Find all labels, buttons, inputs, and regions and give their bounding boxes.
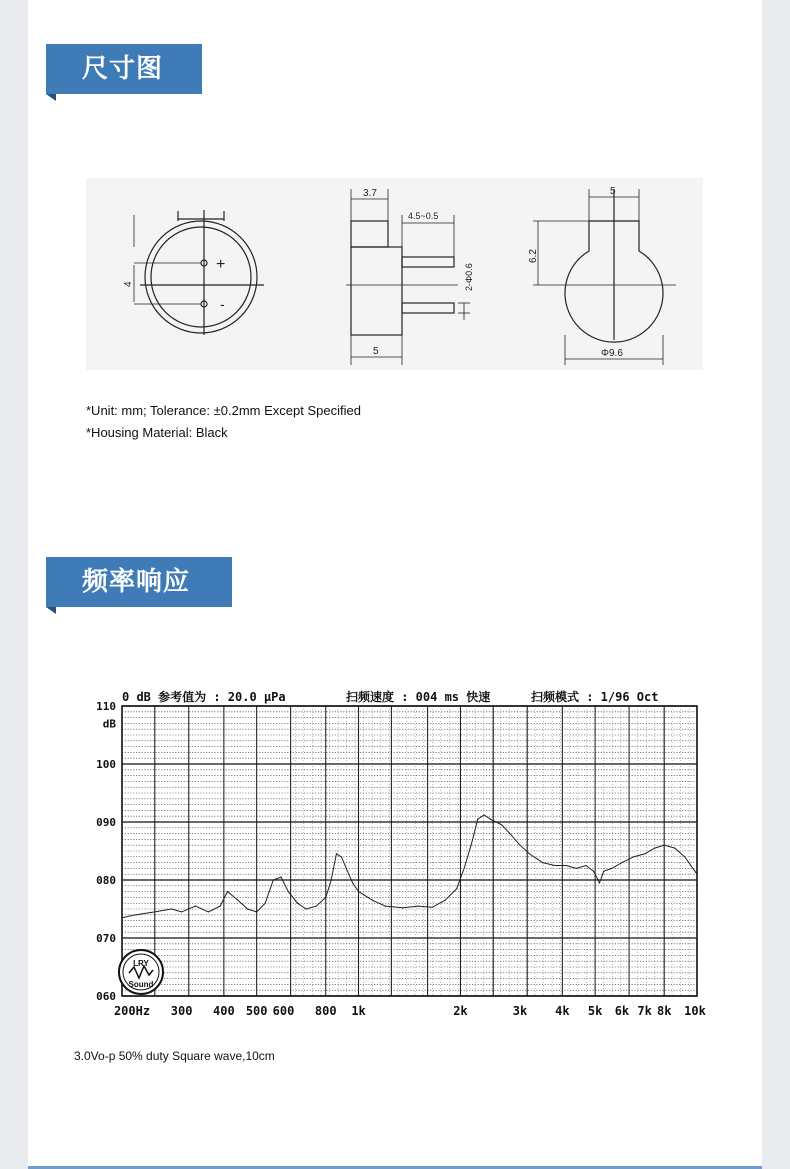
side-pin-length-label: 4.5~0.5 <box>408 211 439 221</box>
back-diameter-label: Φ9.6 <box>601 348 623 359</box>
data-point <box>484 814 485 815</box>
data-point <box>633 856 634 857</box>
data-point <box>181 911 182 912</box>
plus-sign: + <box>216 256 226 273</box>
data-point <box>519 845 520 846</box>
data-point <box>621 862 622 863</box>
data-point <box>195 906 196 907</box>
data-point <box>432 907 433 908</box>
data-point <box>256 911 257 912</box>
data-point <box>576 868 577 869</box>
data-point <box>684 856 685 857</box>
data-point <box>644 853 645 854</box>
data-point <box>372 900 373 901</box>
section-title-frequency-response: 频率响应 <box>46 557 232 607</box>
lry-sound-logo <box>119 950 163 994</box>
data-point <box>593 871 594 872</box>
x-tick-label: 6k <box>614 1004 630 1018</box>
data-point <box>280 877 281 878</box>
data-point <box>444 900 445 901</box>
plot-frame <box>122 706 697 996</box>
x-tick-label: 500 <box>245 1004 268 1018</box>
chart-caption: 3.0Vo-p 50% duty Square wave,10cm <box>74 1049 275 1063</box>
data-point <box>171 908 172 909</box>
chart-header-sweep-speed: 扫频速度 : 004 ms 快速 <box>346 690 491 704</box>
frequency-response-line <box>122 815 697 918</box>
data-point <box>496 821 497 822</box>
data-point <box>341 856 342 857</box>
data-point <box>509 833 510 834</box>
data-point <box>288 891 289 892</box>
x-tick-label: 7k <box>637 1004 652 1018</box>
y-tick-label: 070 <box>96 932 116 945</box>
data-point <box>306 908 307 909</box>
frequency-response-chart <box>28 680 762 1020</box>
data-point <box>664 845 665 846</box>
y-tick-label: 110 <box>96 700 116 713</box>
data-point <box>325 897 326 898</box>
data-point <box>336 853 337 854</box>
data-point <box>208 911 209 912</box>
data-point <box>346 868 347 869</box>
x-tick-label: 1k <box>351 1004 366 1018</box>
data-point <box>265 903 266 904</box>
section-title-dimensions: 尺寸图 <box>46 44 202 94</box>
data-point <box>501 824 502 825</box>
x-tick-label: 300 <box>170 1004 193 1018</box>
data-point <box>418 906 419 907</box>
y-axis-label: dB <box>102 717 116 731</box>
chart-header-sweep-mode: 扫频模式 : 1/96 Oct <box>531 690 659 704</box>
data-point <box>599 882 600 883</box>
dimension-drawing <box>28 175 762 375</box>
data-point <box>154 911 155 912</box>
data-point <box>237 900 238 901</box>
y-tick-label: 090 <box>96 816 116 829</box>
data-point <box>297 903 298 904</box>
data-point <box>603 871 604 872</box>
data-point <box>220 906 221 907</box>
data-point <box>674 848 675 849</box>
y-tick-label: 080 <box>96 874 116 887</box>
data-point <box>490 819 491 820</box>
data-point <box>463 868 464 869</box>
data-point <box>273 879 274 880</box>
banner-fold <box>46 94 56 101</box>
side-pin-diameter-label: 2-Φ0.6 <box>464 263 474 291</box>
data-point <box>358 891 359 892</box>
x-tick-label: 2k <box>453 1004 468 1018</box>
note-housing-material: *Housing Material: Black <box>86 425 228 440</box>
note-tolerance: *Unit: mm; Tolerance: ±0.2mm Except Specified <box>86 403 361 418</box>
front-pin-spacing-label: 4 <box>123 281 134 287</box>
data-point <box>316 906 317 907</box>
minus-sign: - <box>220 296 225 312</box>
logo-text-bottom: Sound <box>128 980 154 989</box>
data-point <box>227 891 228 892</box>
x-tick-label: 4k <box>555 1004 570 1018</box>
x-tick-label: 3k <box>512 1004 528 1018</box>
data-point <box>331 879 332 880</box>
data-point <box>565 865 566 866</box>
side-width-label: 3.7 <box>363 188 377 199</box>
data-point <box>135 914 136 915</box>
data-point <box>456 888 457 889</box>
logo-text-top: LRY <box>133 959 149 968</box>
y-tick-label: 060 <box>96 990 116 1003</box>
data-point <box>247 908 248 909</box>
x-tick-label: 400 <box>213 1004 235 1018</box>
back-width-label: 5 <box>610 186 616 197</box>
data-point <box>352 882 353 883</box>
chart-header-reference: 0 dB 参考值为 : 20.0 μPa <box>122 690 286 704</box>
data-point <box>385 906 386 907</box>
side-height-label: 5 <box>373 346 379 357</box>
chart-grid <box>122 706 697 996</box>
content-page <box>28 0 762 1169</box>
y-tick-label: 100 <box>96 758 116 771</box>
data-point <box>554 865 555 866</box>
data-point <box>696 874 697 875</box>
x-tick-label: 8k <box>656 1004 672 1018</box>
data-point <box>542 862 543 863</box>
x-tick-label: 10k <box>684 1004 706 1018</box>
x-tick-label: 5k <box>587 1004 603 1018</box>
data-point <box>654 848 655 849</box>
banner-fold <box>46 607 56 614</box>
x-tick-label: 800 <box>314 1004 337 1018</box>
data-point <box>529 853 530 854</box>
data-point <box>585 865 586 866</box>
data-point <box>470 845 471 846</box>
data-point <box>402 907 403 908</box>
x-tick-label: 200Hz <box>113 1004 151 1018</box>
data-point <box>121 917 122 918</box>
back-vent-height-label: 6.2 <box>528 249 539 263</box>
x-tick-label: 600 <box>272 1004 295 1018</box>
data-point <box>611 868 612 869</box>
data-point <box>477 819 478 820</box>
